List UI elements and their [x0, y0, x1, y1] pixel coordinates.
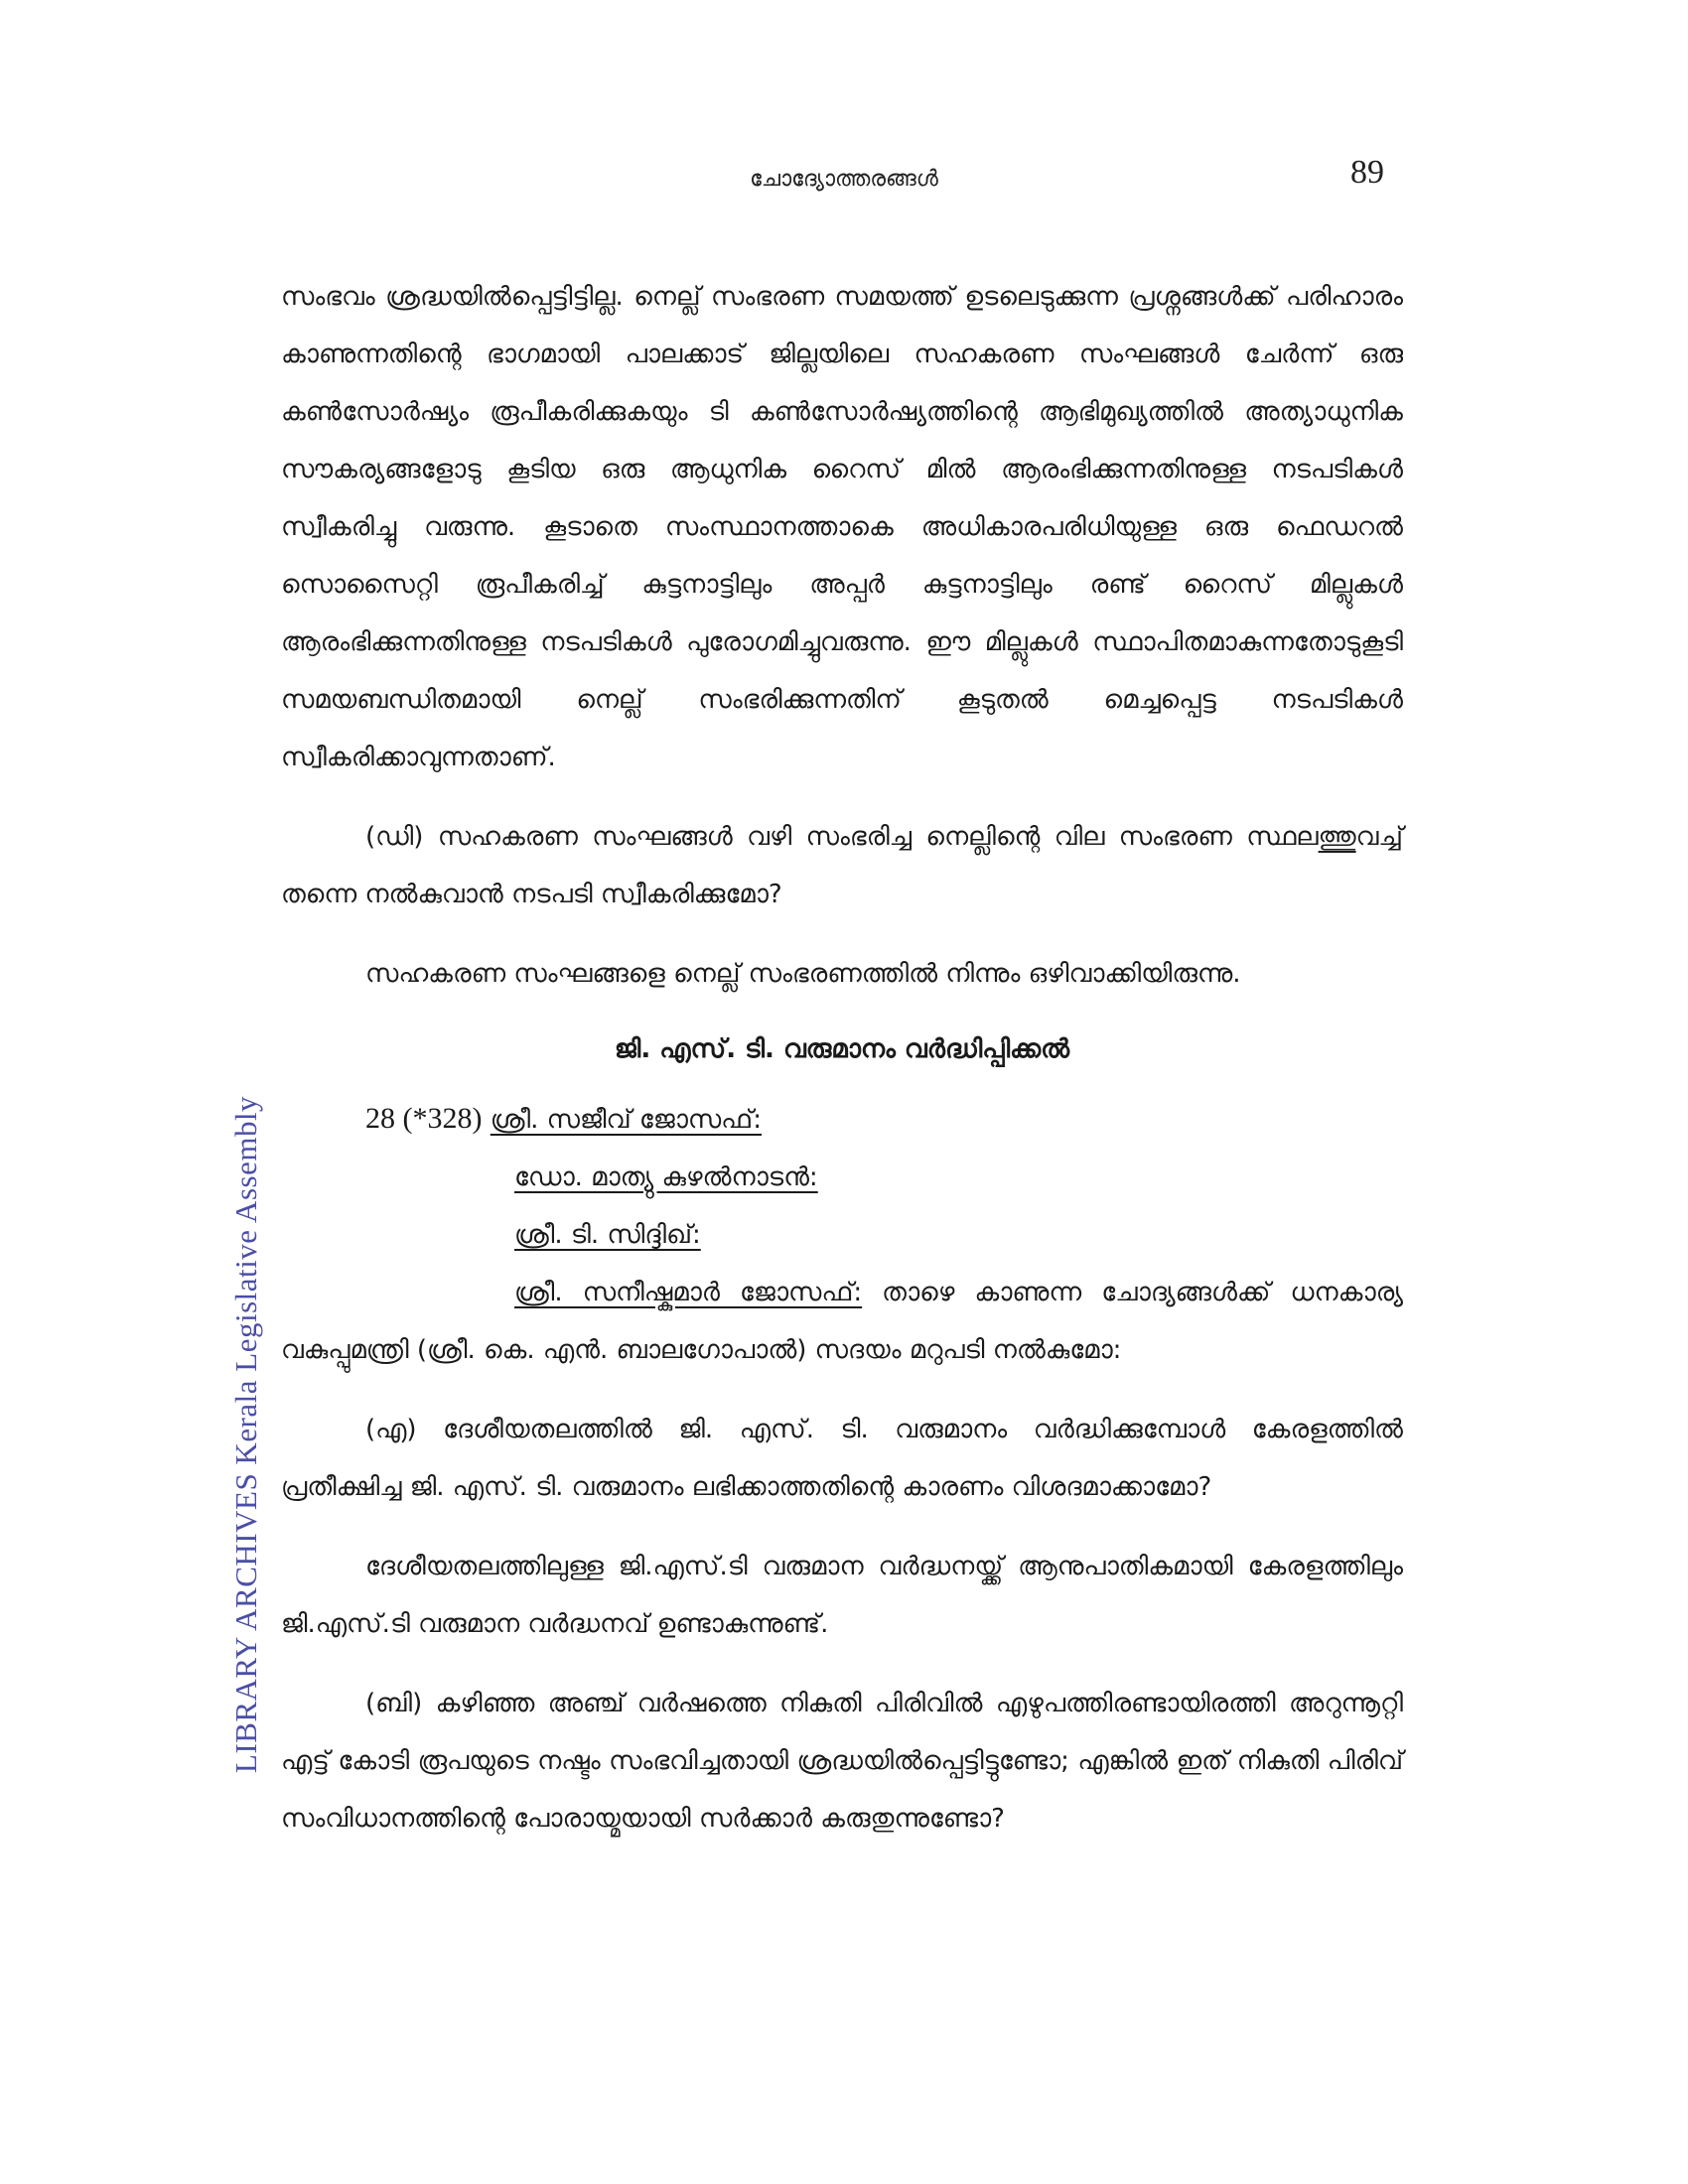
- member-list: [281, 1149, 1403, 1264]
- question-intro: [281, 1264, 1403, 1379]
- question-d-underlined: ത്തു: [1318, 822, 1356, 852]
- answer-d: സഹകരണ സംഘങ്ങളെ നെല്ല് സംഭരണത്തിൽ നിന്നും ഒഴിവാക്കിയിരുന്നു.: [365, 959, 1241, 989]
- question-d-text-2: വച്ച് തന്നെ നൽകുവാൻ നടപടി സ്വീകരിക്കുമോ?: [281, 822, 1403, 909]
- member-name: ശ്രീ. സജീവ് ജോസഫ്:: [490, 1105, 762, 1135]
- answer-continuation: സംഭവം ശ്രദ്ധയിൽപ്പെട്ടിട്ടില്ല. നെല്ല് സംഭരണ സമയത്ത് ഉടലെടുക്കുന്ന പ്രശ്നങ്ങൾക്ക് പരിഹാരം കാണുന്നതിന്റെ ഭാഗമായി പാലക്കാട് ജില്ലയിലെ സഹകരണ സംഘങ്ങൾ ചേർന്ന് ഒരു കൺസോർഷ്യം രൂപീകരിക്കുകയും ടി കൺസോർഷ്യത്തിന്റെ ആഭിമുഖ്യത്തിൽ അത്യാധുനിക സൗകര്യങ്ങളോടു കൂടിയ ഒരു ആധുനിക റൈസ് മിൽ ആരംഭിക്കുന്നതിനുള്ള നടപടികൾ സ്വീകരിച്ചു വരുന്നു. കൂടാതെ സംസ്ഥാനത്താകെ അധികാരപരിധിയുള്ള ഒരു ഫെഡറൽ സൊസൈറ്റി രൂപീകരിച്ച് കുട്ടനാട്ടിലും അപ്പർ കുട്ടനാട്ടിലും രണ്ട് റൈസ് മില്ലുകൾ ആരംഭിക്കുന്നതിനുള്ള നടപടികൾ പുരോഗമിച്ചുവരുന്നു. ഈ മില്ലുകൾ സ്ഥാപിതമാകുന്നതോടുകൂടി സമയബന്ധിതമായി നെല്ല് സംഭരിക്കുന്നതിന് കൂടുതൽ മെച്ചപ്പെട്ട നടപടികൾ സ്വീകരിക്കാവുന്നതാണ്.: [281, 282, 1403, 772]
- page-number: 89: [1350, 154, 1384, 191]
- member-name: ശ്രീ. സനീഷ്കുമാർ ജോസഫ്:: [514, 1278, 863, 1307]
- member-name: ശ്രീ. ടി. സിദ്ദിഖ്:: [514, 1220, 701, 1250]
- answer-a: ദേശീയതലത്തിലുള്ള ജി.എസ്.ടി വരുമാന വർദ്ധനയ്ക്ക് ആനുപാതികമായി കേരളത്തിലും ജി.എസ്.ടി വരുമാന വർദ്ധനവ് ഉണ്ടാകുന്നുണ്ട്.: [281, 1552, 1403, 1639]
- question-d-text-1: (ഡി) സഹകരണ സംഘങ്ങൾ വഴി സംഭരിച്ച നെല്ലിന്റെ വില സംഭരണ സ്ഥല: [365, 822, 1319, 852]
- watermark-text: LIBRARY ARCHIVES Kerala Legislative Assembly: [228, 1095, 263, 1774]
- question-header: [281, 1090, 1403, 1149]
- page-body: [281, 268, 1403, 1847]
- question-intro-text: താഴെ കാണുന്ന ചോദ്യങ്ങൾക്ക് ധനകാര്യ വകുപ്പുമന്ത്രി (ശ്രീ. കെ. എൻ. ബാലഗോപാൽ) സദയം മറുപടി നൽകുമോ:: [281, 1278, 1403, 1365]
- member-name: ഡോ. മാത്യു കുഴൽനാടൻ:: [514, 1162, 818, 1192]
- section-heading: ജി. എസ്. ടി. വരുമാനം വർദ്ധിപ്പിക്കൽ: [614, 1034, 1070, 1064]
- question-d: [281, 808, 1403, 923]
- question-number: 28 (*328): [365, 1102, 483, 1135]
- question-b: (ബി) കഴിഞ്ഞ അഞ്ച് വർഷത്തെ നികുതി പിരിവിൽ എഴുപത്തിരണ്ടായിരത്തി അറുന്നൂറ്റി എട്ട് കോടി രൂപയുടെ നഷ്ടം സംഭവിച്ചതായി ശ്രദ്ധയിൽപ്പെട്ടിട്ടുണ്ടോ; എങ്കിൽ ഇത് നികുതി പിരിവ് സംവിധാനത്തിന്റെ പോരായ്മയായി സർക്കാർ കരുതുന്നുണ്ടോ?: [281, 1689, 1403, 1834]
- question-a: (എ) ദേശീയതലത്തിൽ ജി. എസ്. ടി. വരുമാനം വർദ്ധിക്കുമ്പോൾ കേരളത്തിൽ പ്രതീക്ഷിച്ച ജി. എസ്. ടി. വരുമാനം ലഭിക്കാത്തതിന്റെ കാരണം വിശദമാക്കാമോ?: [281, 1415, 1403, 1502]
- running-header: ചോദ്യോത്തരങ്ങൾ: [750, 167, 938, 192]
